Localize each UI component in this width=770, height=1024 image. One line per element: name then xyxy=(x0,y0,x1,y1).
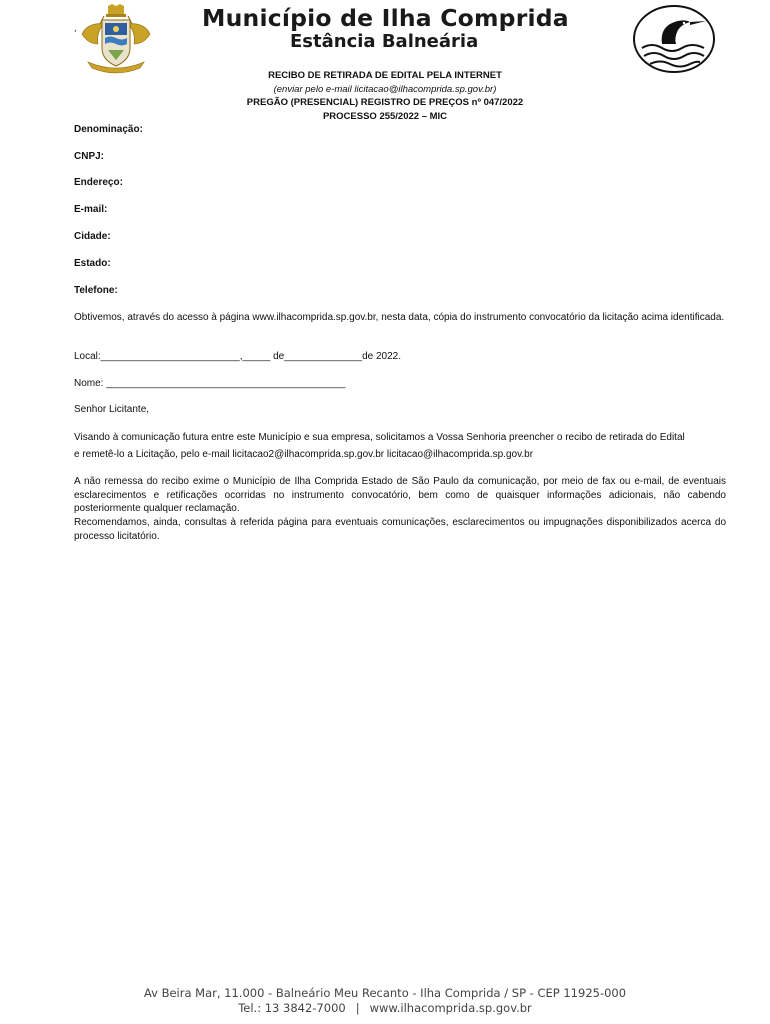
letterhead xyxy=(0,0,770,80)
footer-separator: | xyxy=(355,1001,360,1015)
field-telefone: Telefone: xyxy=(74,285,118,296)
field-email: E-mail: xyxy=(74,204,108,215)
municipality-title: Município de Ilha Comprida xyxy=(202,4,569,32)
footer-phone: Tel.: 13 3842-7000 xyxy=(238,1001,346,1015)
footer-contact xyxy=(0,1001,770,1016)
nao-remessa-paragraph: A não remessa do recibo exime o Município de Ilha Comprida Estado de São Paulo da comunicação, por meio de fax ou e-mail, de eventuais esclarecimentos e retificações ocorridas no instrumento convocatório, bem como de quaisquer informações adicionais, não cabendo posteriormente qualquer reclamação. xyxy=(74,476,726,514)
document-title: RECIBO DE RETIRADA DE EDITAL PELA INTERNET xyxy=(268,70,502,81)
field-cnpj: CNPJ: xyxy=(74,151,105,162)
obtivemos-paragraph: Obtivemos, através do acesso à página www.ilhacomprida.sp.gov.br, nesta data, cópia do instrumento convocatório da licitação acima identificada. xyxy=(74,312,725,323)
processo-line: PROCESSO 255/2022 – MIC xyxy=(322,110,448,122)
nome-line: Nome: ___________________________________________ xyxy=(74,378,346,389)
footer xyxy=(0,986,770,1016)
field-cidade: Cidade: xyxy=(74,231,111,242)
stray-mark: , xyxy=(74,24,77,34)
field-denominacao: Denominação: xyxy=(74,124,143,135)
heron-logo-icon xyxy=(632,4,716,74)
pregao-line: PREGÃO (PRESENCIAL) REGISTRO DE PREÇOS nº 047/2022 xyxy=(246,97,524,108)
recomendamos-paragraph: Recomendamos, ainda, consultas à referida página para eventuais comunicações, esclarecimentos ou impugnações disponibilizados acerca do processo licitatório. xyxy=(74,517,726,542)
field-estado: Estado: xyxy=(74,258,111,269)
document-heading xyxy=(0,69,770,123)
footer-address: Av Beira Mar, 11.000 - Balneário Meu Recanto - Ilha Comprida / SP - CEP 11925-000 xyxy=(143,986,627,1000)
document-instruction: (enviar pelo e-mail licitacao@ilhacomprida.sp.gov.br) xyxy=(273,83,497,95)
field-endereco: Endereço: xyxy=(74,177,123,188)
visando-line-2: e remetê-lo a Licitação, pelo e-mail licitacao2@ilhacomprida.sp.gov.br licitacao@ilhacomprida.sp.gov.br xyxy=(74,449,534,460)
salutation: Senhor Licitante, xyxy=(74,404,150,415)
coat-of-arms-icon xyxy=(78,4,154,74)
local-date-line: Local:_________________________,_____ de______________de 2022. xyxy=(74,351,401,362)
footer-website: www.ilhacomprida.sp.gov.br xyxy=(369,1001,532,1015)
visando-line-1: Visando à comunicação futura entre este Município e sua empresa, solicitamos a Vossa Senhoria preencher o recibo de retirada do Edital xyxy=(74,432,685,443)
municipality-subtitle: Estância Balneária xyxy=(290,31,479,52)
